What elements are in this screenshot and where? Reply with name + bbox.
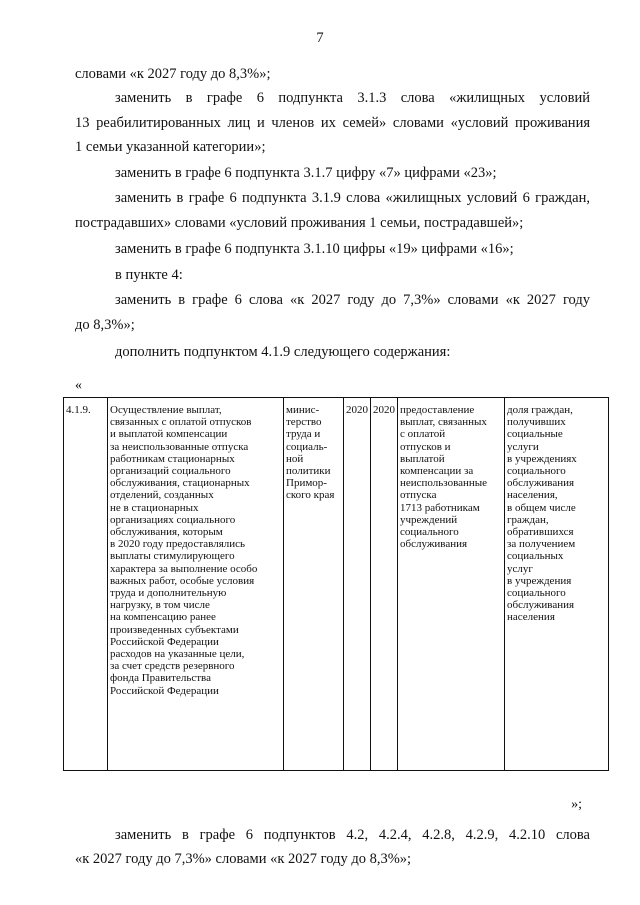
responsible-cell [284,398,344,771]
year-start: 2020 [346,404,368,416]
paragraph-text: заменить в графе 6 подпункта 3.1.10 цифры «19» цифрами «16»; [115,241,514,257]
event-cell [108,398,284,771]
event-text: Осуществление выплат, связанных с оплатой отпусков и выплатой компенсации за неиспользованные отпуска работникам стационарных организаций социального обслуживания, стационарных отделений, созданных не в стационарных организациях социального обслуживания, которым в 2020 году предоставлялись выплаты стимулирующего характера за выполнение особо важных работ, особые условия труда и дополнительную нагрузку, в том числе на компенсацию ранее произведенных субъектами Российской Федерации расходов на указанные цели, за счет средств резервного фонда Правительства Российской Федерации [110,404,258,697]
result-text: предоставление выплат, связанных с оплатой отпусков и выплатой компенсации за неиспользованные отпуска 1713 работникам учреждений социального обслуживания [400,404,488,551]
paragraph-text: заменить в графе 6 подпунктов 4.2, 4.2.4, 4.2.8, 4.2.9, 4.2.10 слова [115,827,590,843]
indicator-text: доля граждан, получивших социальные услуги в учреждениях социального обслуживания населения, в общем числе граждан, обратившихся за получением социальных услуг в учреждения социального обслуживания населения [507,404,577,624]
paragraph-text: в пункте 4: [115,267,183,283]
paragraph-text: пострадавших» словами «условий проживания 1 семьи, пострадавшей»; [75,215,524,231]
paragraph-text: до 8,3%»; [75,317,135,333]
year-end-cell [371,398,398,771]
result-cell [398,398,505,771]
paragraph-text: 1 семьи указанной категории»; [75,139,266,155]
paragraph-text: словами «к 2027 году до 8,3%»; [75,66,271,82]
quote-close: »; [571,797,582,812]
paragraph-text: заменить в графе 6 подпункта 3.1.9 слова «жилищных условий 6 граждан, [115,190,590,206]
paragraph-text: заменить в графе 6 слова «к 2027 году до 7,3%» словами «к 2027 году [115,292,590,308]
paragraph-text: 13 реабилитированных лиц и членов их семей» словами «условий проживания [75,115,590,131]
paragraph-text: заменить в графе 6 подпункта 3.1.3 слова «жилищных условий [115,90,590,106]
page-number: 7 [316,30,324,46]
paragraph-text: заменить в графе 6 подпункта 3.1.7 цифру «7» цифрами «23»; [115,165,497,181]
indicator-cell [505,398,609,771]
year-start-cell [344,398,371,771]
table-row [64,398,609,771]
paragraph-text: дополнить подпунктом 4.1.9 следующего содержания: [115,344,451,360]
paragraph-text: «к 2027 году до 7,3%» словами «к 2027 году до 8,3%»; [75,851,412,867]
inserted-table [63,397,609,771]
responsible-text: минис- терство труда и социаль- ной политики Примор- ского края [286,404,335,502]
item-number-cell [64,398,108,771]
item-number: 4.1.9. [66,404,91,416]
year-end: 2020 [373,404,395,416]
quote-open: « [75,378,82,393]
